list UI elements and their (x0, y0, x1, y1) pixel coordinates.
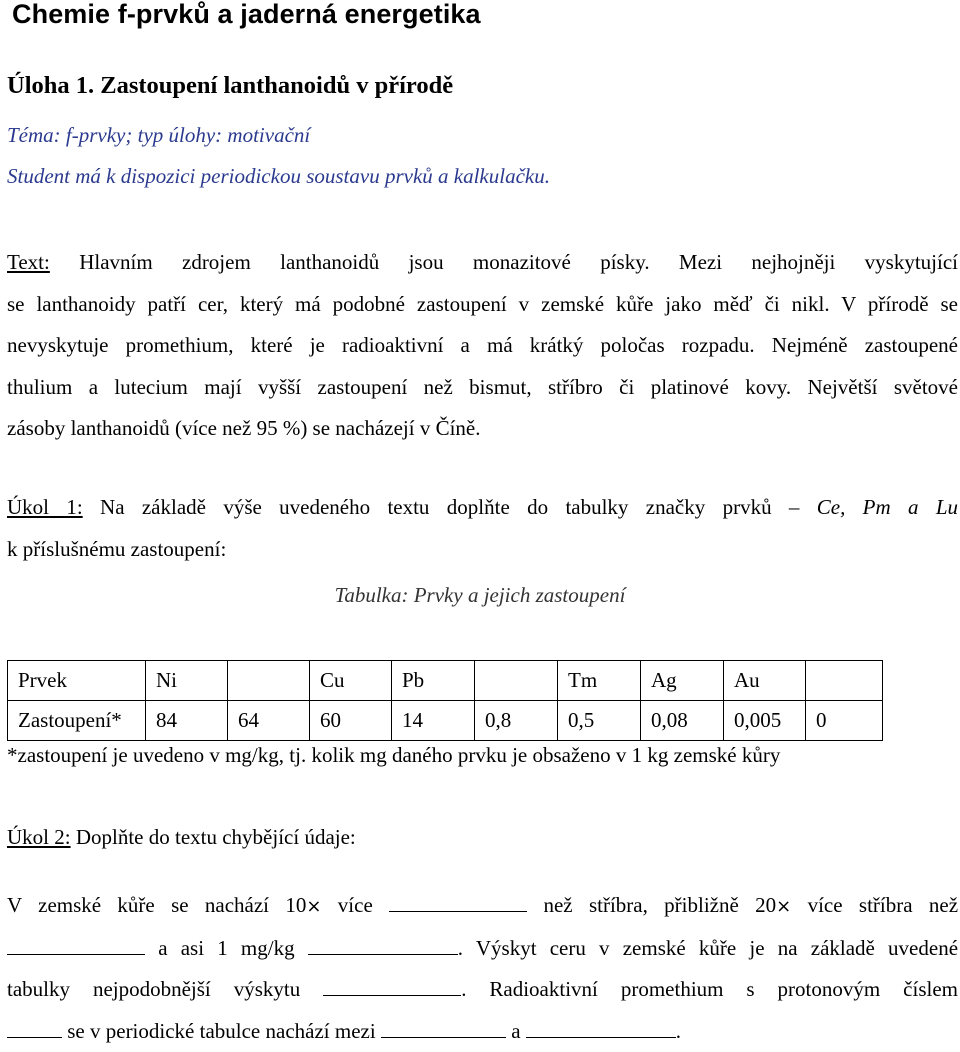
table-cell: 60 (310, 701, 392, 741)
task-title: Úloha 1. Zastoupení lanthanoidů v přírodě (7, 72, 453, 100)
document-title: Chemie f-prvků a jaderná energetika (12, 0, 481, 30)
ukol1-paragraph (7, 487, 958, 570)
blank-field[interactable] (7, 937, 145, 955)
table-cell: 14 (392, 701, 475, 741)
ukol2-text: Doplňte do textu chybějící údaje: (76, 825, 356, 849)
table-cell: Prvek (8, 661, 146, 701)
ukol2-label: Úkol 2: (7, 825, 71, 849)
fill-line: a asi 1 mg/kg . Výskyt ceru v zemské kůře je na základě uvedené (7, 928, 958, 970)
text-label: Text: (7, 250, 50, 274)
task-tools: Student má k dispozici periodickou soustavu prvků a kalkulačku. (7, 164, 550, 189)
fill-line: tabulky nejpodobnější výskytu . Radioaktivní promethium s protonovým číslem (7, 969, 958, 1011)
text-paragraph (7, 242, 958, 450)
blank-field[interactable] (526, 1020, 676, 1038)
table-cell: Zastoupení* (8, 701, 146, 741)
table-cell: 64 (228, 701, 310, 741)
fill-line: se v periodické tabulce nachází mezi a . (7, 1011, 958, 1052)
table-row (8, 701, 883, 741)
table-cell: Au (724, 661, 806, 701)
text-line: thulium a lutecium mají vyšší zastoupení než bismut, stříbro či platinové kovy. Největší světové (7, 367, 958, 409)
table-note: *zastoupení je uvedeno v mg/kg, tj. kolik mg daného prvku je obsaženo v 1 kg zemské kůry (7, 743, 780, 768)
times-sign: × (776, 896, 791, 917)
blank-field[interactable] (308, 937, 458, 955)
table-cell[interactable] (806, 661, 883, 701)
times-sign: × (306, 896, 321, 917)
ukol1-line: k příslušnému zastoupení: (7, 529, 958, 571)
text-line: nevyskytuje promethium, které je radioaktivní a má krátký poločas rozpadu. Nejméně zastoupené (7, 325, 958, 367)
table-cell[interactable] (228, 661, 310, 701)
table-cell: 0,8 (475, 701, 558, 741)
table-cell[interactable] (475, 661, 558, 701)
table-cell: Tm (558, 661, 641, 701)
table-cell: Pb (392, 661, 475, 701)
table-row (8, 661, 883, 701)
table-caption: Tabulka: Prvky a jejich zastoupení (0, 583, 960, 608)
ukol1-label: Úkol 1: (7, 495, 83, 519)
table-cell: 0,005 (724, 701, 806, 741)
blank-field[interactable] (323, 978, 461, 996)
elements-table (7, 660, 883, 741)
table-cell: 0,5 (558, 701, 641, 741)
table-cell: Ag (641, 661, 724, 701)
table-cell: Ni (146, 661, 228, 701)
blank-field[interactable] (381, 1020, 506, 1038)
text-line: se lanthanoidy patří cer, který má podobné zastoupení v zemské kůře jako měď či nikl. V přírodě se (7, 284, 958, 326)
table-cell: Cu (310, 661, 392, 701)
task-topic: Téma: f-prvky; typ úlohy: motivační (7, 123, 310, 148)
table-cell: 0,08 (641, 701, 724, 741)
text-line: zásoby lanthanoidů (více než 95 %) se nacházejí v Číně. (7, 408, 958, 450)
table-cell: 84 (146, 701, 228, 741)
fill-in-paragraph (7, 885, 958, 1052)
table-cell: 0 (806, 701, 883, 741)
ukol1-line: Úkol 1: Na základě výše uvedeného textu doplňte do tabulky značky prvků – Ce, Pm a Lu (7, 487, 958, 529)
text-line: Text: Hlavním zdrojem lanthanoidů jsou monazitové písky. Mezi nejhojněji vyskytující (7, 242, 958, 284)
blank-field[interactable] (389, 894, 527, 912)
fill-line: V zemské kůře se nachází 10× více než stříbra, přibližně 20× více stříbra než (7, 885, 958, 928)
blank-field[interactable] (7, 1020, 62, 1038)
ukol2-heading (7, 825, 356, 850)
